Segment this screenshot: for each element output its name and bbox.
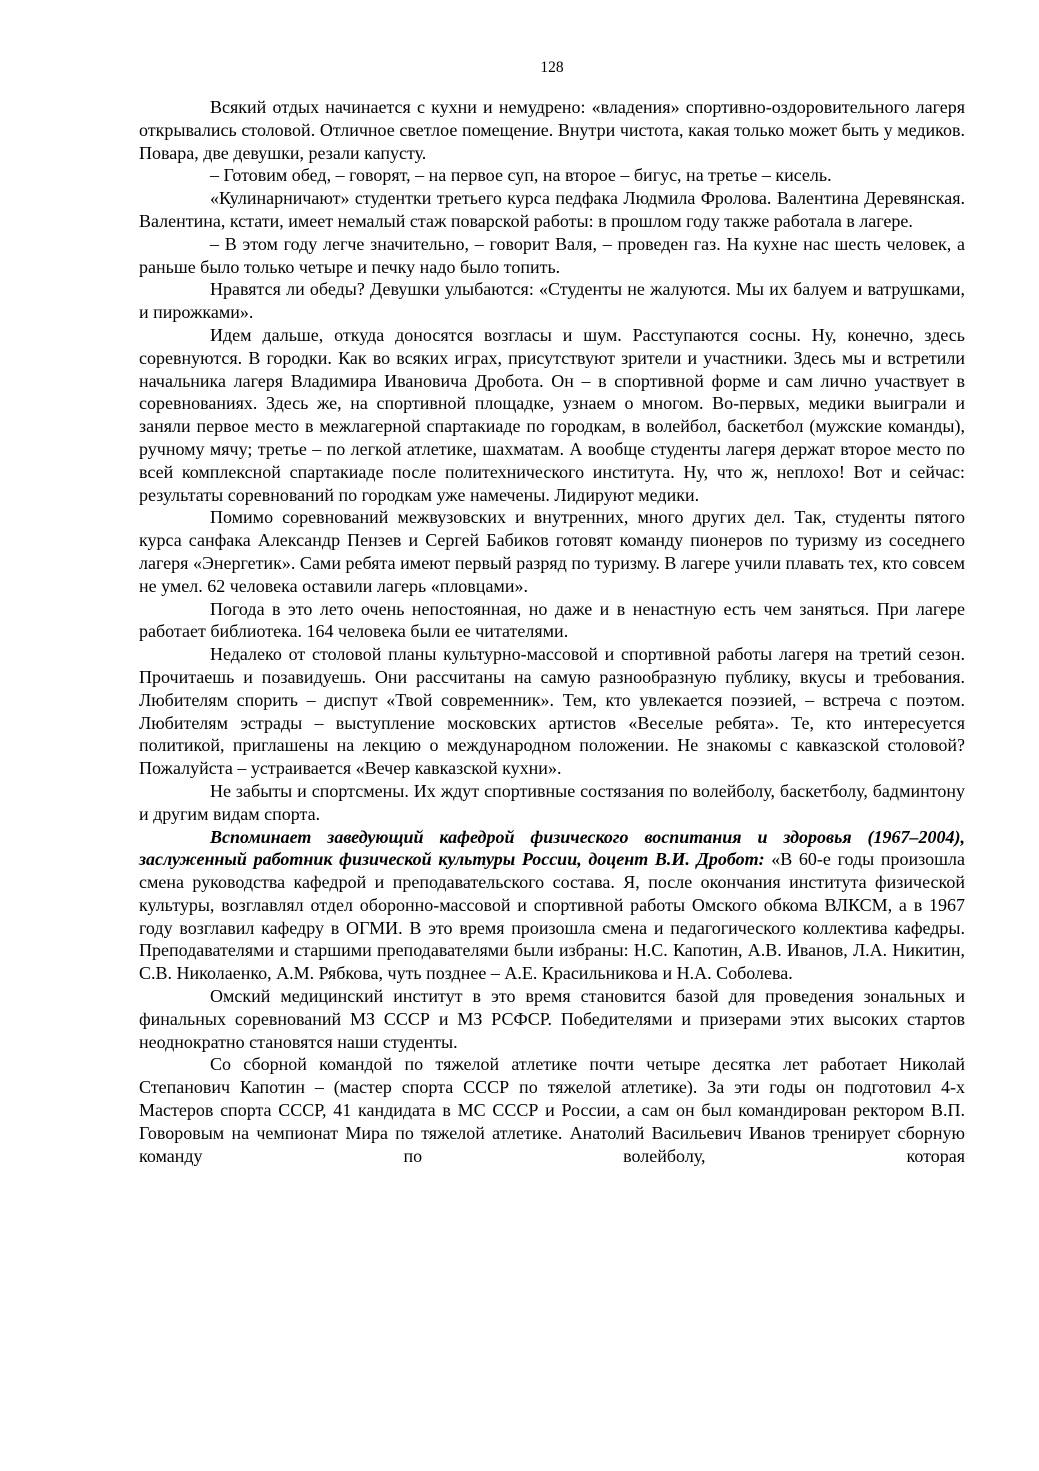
- paragraph-competitions: Идем дальше, откуда доносятся возгласы и шум. Расступаются сосны. Ну, конечно, здесь соревнуются. В городки. Как во всяких играх, присутствуют зрители и участники. Здесь мы и встретили начальника лагеря Владимира Ивановича Дробота. Он – в спортивной форме и сам лично участвует в соревнованиях. Здесь же, на спортивной площадке, узнаем о многом. Во-первых, медики выиграли и заняли первое место в межлагерной спартакиаде по городкам, в волейбол, баскетбол (мужские команды), ручному мячу; третье – по легкой атлетике, шахматам. А вообще студенты лагеря держат второе место по всей комплексной спартакиаде после политехнического института. Ну, что ж, неплохо! Вот и сейчас: результаты соревнований по городкам уже намечены. Лидируют медики.: [139, 324, 965, 505]
- paragraph-weightlifting: Со сборной командой по тяжелой атлетике почти четыре десятка лет работает Николай Степанович Капотин – (мастер спорта СССР по тяжелой атлетике). За эти годы он подготовил 4-х Мастеров спорта СССР, 41 кандидата в МС СССР и России, а сам он был командирован ректором В.П. Говоровым на чемпионат Мира по тяжелой атлетике. Анатолий Васильевич Иванов тренирует сборную команду по волейболу, которая: [139, 1054, 965, 1166]
- paragraph-cooks: «Кулинарничают» студентки третьего курса педфака Людмила Фролова. Валентина Деревянская. Валентина, кстати, имеет немалый стаж поварской работы: в прошлом году также работала в лагере.: [139, 188, 965, 231]
- paragraph-cultural-plans: Недалеко от столовой планы культурно-массовой и спортивной работы лагеря на третий сезон. Прочитаешь и позавидуешь. Они рассчитаны на самую разнообразную публику, вкусы и требования. Любителям спорить – диспут «Твой современник». Тем, кто увлекается поэзией, – встреча с поэтом. Любителям эстрады – выступление московских артистов «Веселые ребята». Те, кто интересуется политикой, приглашены на лекцию о международном положении. Не знакомы с кавказской столовой? Пожалуйста – устраивается «Вечер кавказской кухни».: [139, 644, 965, 779]
- paragraph-institute-base: Омский медицинский институт в это время становится базой для проведения зональных и финальных соревнований МЗ СССР и МЗ РСФСР. Победителями и призерами этих высоких стартов неоднократно становятся наши студенты.: [139, 986, 965, 1052]
- paragraph-kitchen: Всякий отдых начинается с кухни и немудрено: «владения» спортивно-оздоровительного лагеря открывались столовой. Отличное светлое помещение. Внутри чистота, какая только может быть у медиков. Повара, две девушки, резали капусту.: [139, 97, 965, 163]
- recollection-text: «В 60-е годы произошла смена руководства кафедрой и преподавательского состава. Я, после окончания института физической культуры, возглавлял отдел оборонно-массовой и спортивной работы Омского обкома ВЛКСМ, а в 1967 году возглавил кафедру в ОГМИ. В это время произошла смена и педагогического коллектива кафедры. Преподавателями и старшими преподавателями были избраны: Н.С. Капотин, А.В. Иванов, Л.А. Никитин, С.В. Николаенко, А.М. Рябкова, чуть позднее – А.Е. Красильникова и Н.А. Соболева.: [139, 849, 965, 984]
- paragraph-gas: – В этом году легче значительно, – говорит Валя, – проведен газ. На кухне нас шесть человек, а раньше было только четыре и печку надо было топить.: [139, 233, 965, 277]
- document-page: [139, 58, 965, 1167]
- paragraph-dinner-menu: – Готовим обед, – говорят, – на первое суп, на второе – бигус, на третье – кисель.: [210, 165, 832, 186]
- page-number: 128: [540, 59, 564, 76]
- paragraph-tourism: Помимо соревнований межвузовских и внутренних, много других дел. Так, студенты пятого курса санфака Александр Пензев и Сергей Бабиков готовят команду пионеров по туризму из соседнего лагеря «Энергетик». Сами ребята имеют первый разряд по туризму. В лагере учили плавать тех, кто совсем не умел. 62 человека оставили лагерь «пловцами».: [139, 507, 965, 596]
- paragraph-library: Погода в это лето очень непостоянная, но даже и в ненастную есть чем заняться. При лагере работает библиотека. 164 человека были ее читателями.: [139, 598, 965, 642]
- paragraph-sportsmen: Не забыты и спортсмены. Их ждут спортивные состязания по волейболу, баскетболу, бадминтону и другим видам спорта.: [139, 780, 965, 824]
- paragraph-lunches: Нравятся ли обеды? Девушки улыбаются: «Студенты не жалуются. Мы их балуем и ватрушками, и пирожками».: [139, 279, 965, 323]
- paragraph-recollection: [139, 826, 965, 986]
- recollection-lead: Вспоминает заведующий кафедрой физического воспитания и здоровья (1967–2004), заслуженный работник физической культуры России, доцент В.И. Дробот:: [139, 826, 965, 870]
